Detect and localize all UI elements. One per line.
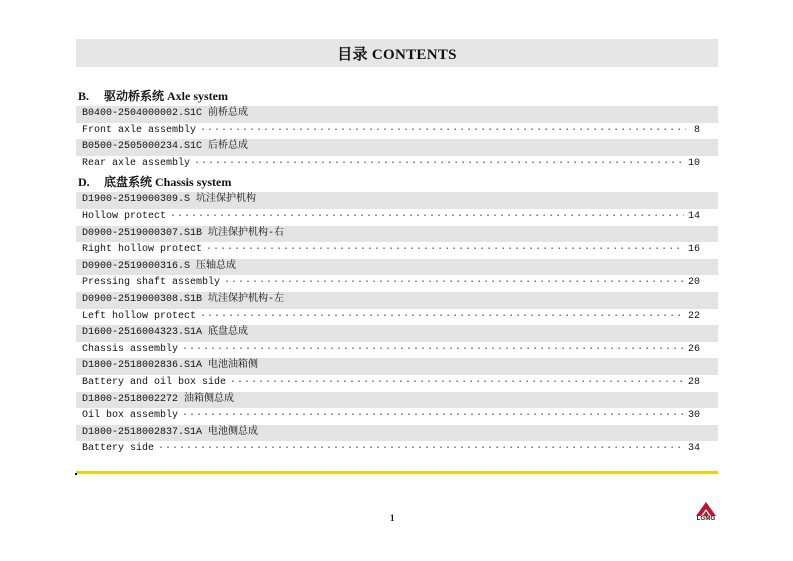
entry-name: Rear axle assembly [82,157,191,169]
toc-entry [76,292,718,325]
part-code: D1800-2518002836.S1A 电池油箱侧 [76,358,718,375]
page-number: 1 [390,513,395,523]
section-heading-axle [76,86,718,106]
toc-entry [76,392,718,425]
footer-rule [76,471,718,474]
entry-page: 10 [687,157,700,169]
section-letter: B. [78,89,90,103]
dot-leader [182,342,684,359]
entry-page: 28 [687,376,700,388]
part-code: D1800-2518002837.S1A 电池侧总成 [76,425,718,442]
part-code: D0900-2519000307.S1B 坑洼保护机构-右 [76,226,718,243]
entry-name: Pressing shaft assembly [82,277,221,289]
entry-name: Battery side [82,443,155,455]
toc-link[interactable] [76,209,718,226]
toc-entry [76,425,718,458]
dot-leader [158,441,684,458]
toc-link[interactable] [76,342,718,359]
rule-marker [75,473,77,475]
part-code: D0900-2519000308.S1B 坑洼保护机构-左 [76,292,718,309]
section-title: 底盘系统 Chassis system [104,175,232,190]
section-letter: D. [78,175,90,190]
toc-link[interactable] [76,242,718,259]
toc-link[interactable] [76,441,718,458]
part-code: B0400-2504000002.S1C 前桥总成 [76,106,718,123]
entry-name: Right hollow protect [82,244,203,256]
dot-leader [200,123,686,140]
dot-leader [194,156,684,173]
toc-entry [76,139,718,172]
toc-link[interactable] [76,375,718,392]
entry-page: 30 [687,410,700,422]
entry-name: Battery and oil box side [82,376,227,388]
entry-page: 8 [693,124,700,136]
table-of-contents [76,86,718,458]
toc-link[interactable] [76,156,718,173]
dot-leader [200,309,684,326]
section-title: 驱动桥系统 Axle system [104,89,228,103]
toc-entry [76,226,718,259]
page-title: 目录 CONTENTS [76,39,718,67]
section-heading-chassis [76,172,718,192]
dot-leader [182,408,684,425]
entry-page: 34 [687,443,700,455]
entry-name: Chassis assembly [82,343,179,355]
toc-entry [76,358,718,391]
entry-page: 14 [687,210,700,222]
dot-leader [230,375,684,392]
toc-link[interactable] [76,275,718,292]
dot-leader [170,209,684,226]
entry-name: Hollow protect [82,210,167,222]
entry-page: 26 [687,343,700,355]
entry-page: 16 [687,244,700,256]
toc-entry [76,325,718,358]
dot-leader [224,275,684,292]
part-code: D0900-2519000316.S 压轴总成 [76,259,718,276]
dot-leader [206,242,684,259]
toc-entry [76,192,718,225]
part-code: B0500-2505000234.S1C 后桥总成 [76,139,718,156]
toc-entry [76,106,718,139]
entry-name: Front axle assembly [82,124,197,136]
toc-link[interactable] [76,123,718,140]
entry-page: 20 [687,277,700,289]
entry-name: Oil box assembly [82,410,179,422]
part-code: D1800-2518002272 油箱侧总成 [76,392,718,409]
toc-link[interactable] [76,309,718,326]
entry-page: 22 [687,310,700,322]
part-code: D1600-2516004323.S1A 底盘总成 [76,325,718,342]
part-code: D1900-2519000309.S 坑洼保护机构 [76,192,718,209]
toc-link[interactable] [76,408,718,425]
logo-text: LGMG [696,516,716,522]
toc-entry [76,259,718,292]
entry-name: Left hollow protect [82,310,197,322]
